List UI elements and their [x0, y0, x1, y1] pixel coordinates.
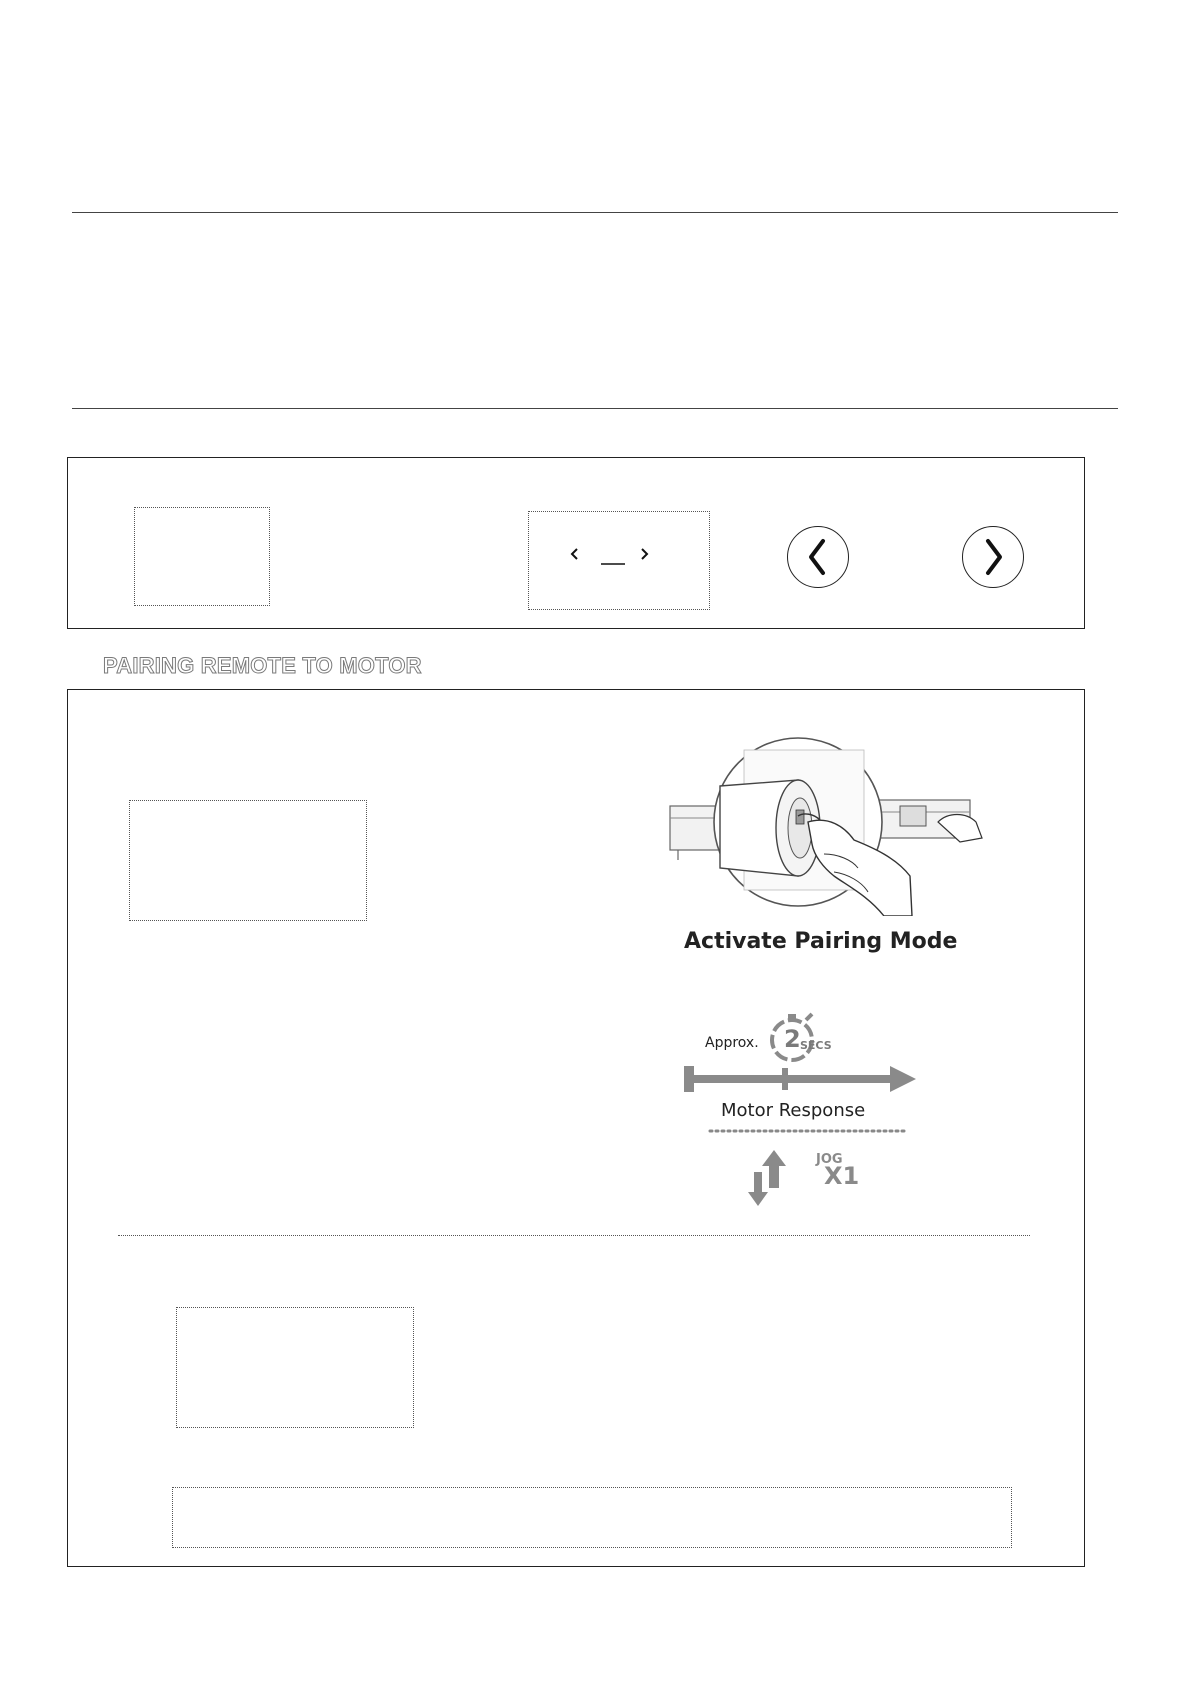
top-rule [72, 212, 1118, 213]
next-button[interactable] [962, 526, 1024, 588]
seconds-value: 2 [784, 1025, 801, 1053]
second-rule [72, 408, 1118, 409]
timeline-arrow [680, 1058, 930, 1098]
step-one-placeholder [129, 800, 367, 921]
remote-selector-icon [529, 512, 711, 611]
approx-label: Approx. [705, 1035, 759, 1051]
pairing-panel [67, 689, 1085, 1567]
motor-pairing-illustration [648, 726, 1008, 916]
remote-controls-panel [67, 457, 1085, 629]
response-dotted-line [708, 1126, 908, 1136]
chevron-right-icon [978, 537, 1008, 577]
up-down-arrows-icon [744, 1148, 792, 1208]
remote-selector-box [528, 511, 710, 610]
illustration-caption: Activate Pairing Mode [684, 929, 958, 954]
section-title: PAIRING REMOTE TO MOTOR [103, 653, 422, 678]
placeholder-box [134, 507, 270, 606]
prev-button[interactable] [787, 526, 849, 588]
seconds-unit: SECS [800, 1039, 832, 1052]
jog-label: JOG [816, 1152, 843, 1167]
step-two-placeholder [176, 1307, 414, 1428]
chevron-left-icon [803, 537, 833, 577]
motor-response-label: Motor Response [721, 1100, 866, 1121]
step-separator [118, 1235, 1030, 1236]
note-placeholder [172, 1487, 1012, 1548]
jog-count: X1 [824, 1162, 860, 1190]
